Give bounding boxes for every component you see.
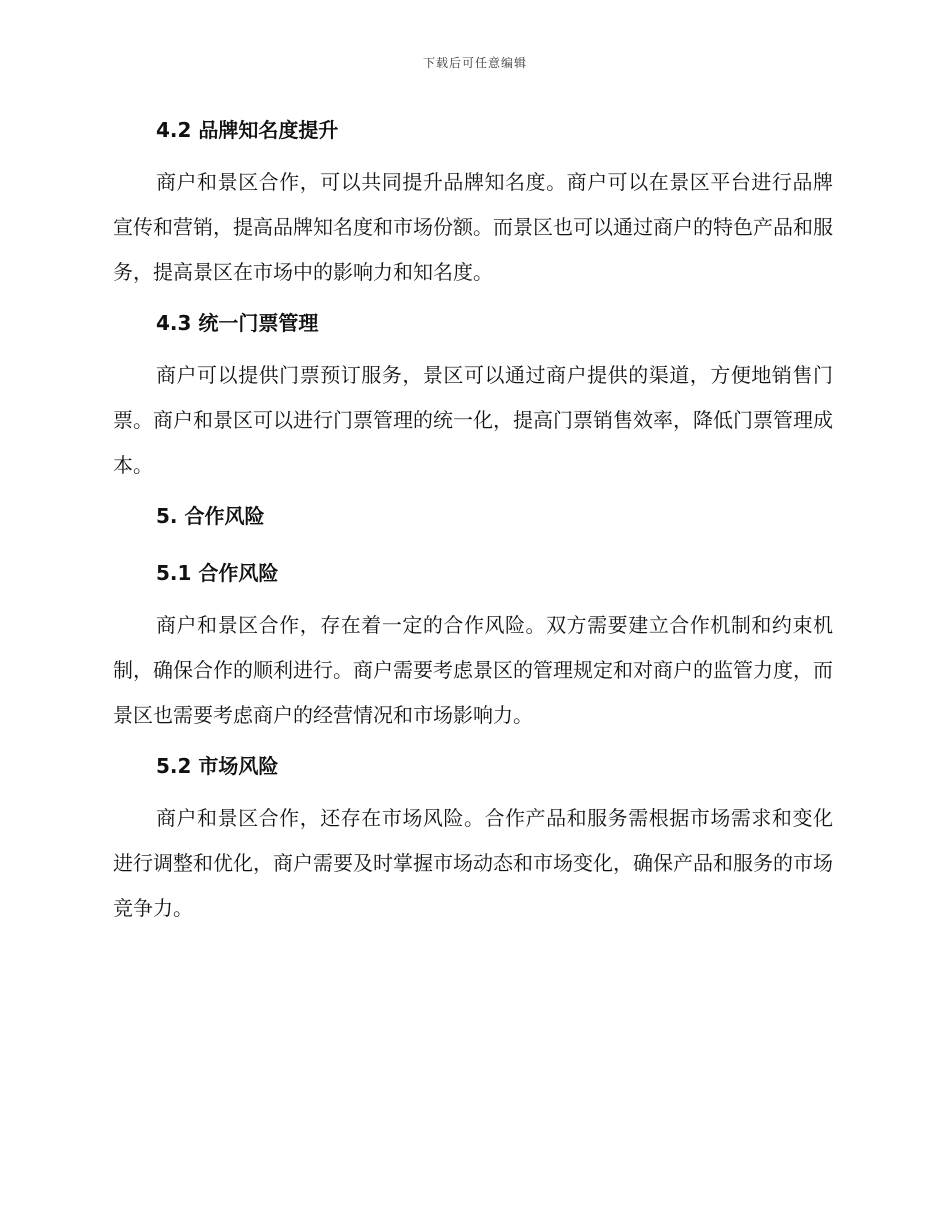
document-content	[113, 112, 833, 931]
section-body-5-1: 商户和景区合作，存在着一定的合作风险。双方需要建立合作机制和约束机制，确保合作的顺利进行。商户需要考虑景区的管理规定和对商户的监管力度，而景区也需要考虑商户的经营情况和市场影响力。	[113, 613, 833, 727]
section-heading-5-2: 5.2 市场风险	[156, 754, 279, 778]
section-body-4-2: 商户和景区合作，可以共同提升品牌知名度。商户可以在景区平台进行品牌宣传和营销，提高品牌知名度和市场份额。而景区也可以通过商户的特色产品和服务，提高景区在市场中的影响力和知名度。	[113, 170, 833, 284]
section-body-4-3: 商户可以提供门票预订服务，景区可以通过商户提供的渠道，方便地销售门票。商户和景区可以进行门票管理的统一化，提高门票销售效率，降低门票管理成本。	[113, 363, 833, 477]
section-body-5-2: 商户和景区合作，还存在市场风险。合作产品和服务需根据市场需求和变化进行调整和优化，商户需要及时掌握市场动态和市场变化，确保产品和服务的市场竞争力。	[113, 806, 833, 920]
section-heading-4-3: 4.3 统一门票管理	[156, 311, 319, 335]
page-header-note: 下载后可任意编辑	[422, 56, 527, 70]
section-heading-5: 5. 合作风险	[156, 504, 265, 528]
section-heading-4-2: 4.2 品牌知名度提升	[156, 118, 339, 142]
section-heading-5-1: 5.1 合作风险	[156, 561, 279, 585]
